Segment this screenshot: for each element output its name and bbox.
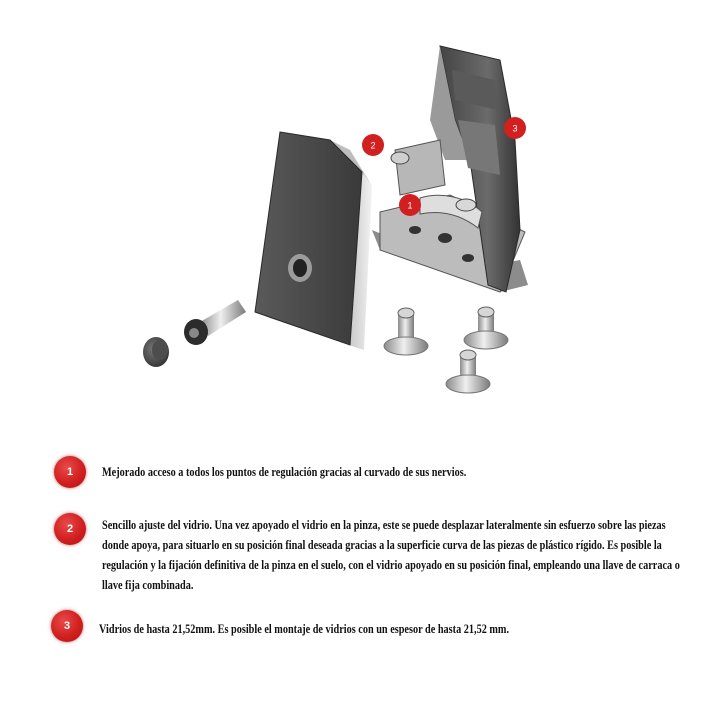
floor-screw-2 [464, 307, 508, 349]
feature-description-2: Sencillo ajuste del vidrio. Una vez apoyado el vidrio en la pinza, este se puede desplazar lateralmente sin esfuerzo sobre las piezas donde apoya, para situarlo en su posición final deseada gracias a la superficie curva de las piezas de plástico rígido. Es posible la regulación y la fijación definitiva de la pinza en el suelo, con el vidrio apoyado en su posición final, empleando una llave de carraca o llave fija combinada. [102, 518, 680, 592]
callout-marker-2 [362, 134, 384, 156]
callout-marker-3 [504, 117, 526, 139]
feature-description-3: Vidrios de hasta 21,52mm. Es posible el montaje de vidrios con un espesor de hasta 21,52 mm. [99, 622, 510, 636]
main-clamp-body [372, 46, 528, 292]
floor-screw-3 [446, 350, 490, 393]
feature-badge-3: 3 [51, 610, 83, 642]
feature-badge-2: 2 [54, 513, 86, 545]
callout-marker-1 [399, 194, 421, 216]
decorative-cap [143, 337, 169, 367]
feature-badge-1: 1 [54, 456, 86, 488]
bolt [184, 300, 246, 345]
callout-marker-1-label: 1 [407, 200, 413, 211]
callout-marker-2-label: 2 [370, 140, 376, 151]
front-clamp-plate [255, 132, 372, 350]
callout-marker-3-label: 3 [512, 123, 518, 134]
floor-screw-1 [384, 308, 428, 355]
feature-description-1: Mejorado acceso a todos los puntos de regulación gracias al curvado de sus nervios. [102, 465, 467, 479]
